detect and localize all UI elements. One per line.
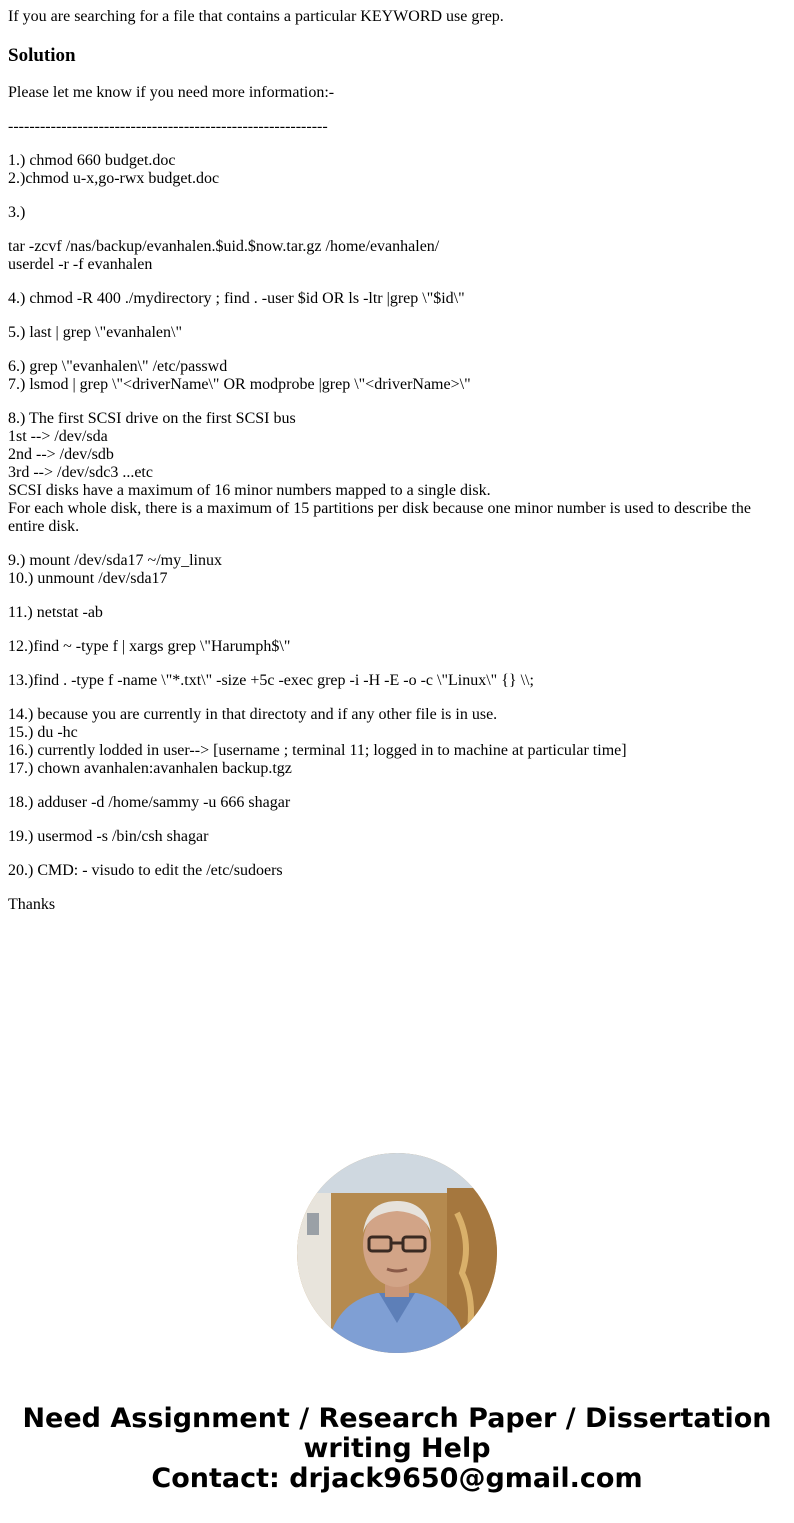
answer-block bbox=[8, 238, 778, 274]
answer-list bbox=[8, 84, 778, 914]
promo-banner bbox=[0, 1404, 794, 1494]
answer-line: tar -zcvf /nas/backup/evanhalen.$uid.$now.tar.gz /home/evanhalen/ bbox=[8, 238, 440, 255]
intro-text: If you are searching for a file that contains a particular KEYWORD use grep. bbox=[8, 8, 504, 25]
solution-heading: Solution bbox=[8, 45, 76, 66]
answer-line: 17.) chown avanhalen:avanhalen backup.tgz bbox=[8, 760, 292, 777]
promo-contact: Contact: drjack9650@gmail.com bbox=[151, 1463, 643, 1494]
answer-block bbox=[8, 638, 778, 656]
answer-line: 20.) CMD: - visudo to edit the /etc/sudoers bbox=[8, 862, 283, 879]
answer-line: 10.) unmount /dev/sda17 bbox=[8, 570, 168, 587]
answer-block bbox=[8, 152, 778, 188]
answer-line: 14.) because you are currently in that directoty and if any other file is in use. bbox=[8, 706, 498, 723]
answer-block bbox=[8, 324, 778, 342]
answer-block bbox=[8, 118, 778, 136]
answer-line: 18.) adduser -d /home/sammy -u 666 shagar bbox=[8, 794, 291, 811]
answer-line: 3.) bbox=[8, 204, 26, 221]
answer-line: 13.)find . -type f -name \"*.txt\" -size +5c -exec grep -i -H -E -o -c \"Linux\" {} \\; bbox=[8, 672, 534, 689]
answer-line: 12.)find ~ -type f | xargs grep \"Harumph$\" bbox=[8, 638, 291, 655]
answer-line: 3rd --> /dev/sdc3 ...etc bbox=[8, 464, 153, 481]
answer-line: 1.) chmod 660 budget.doc bbox=[8, 152, 176, 169]
answer-line: SCSI disks have a maximum of 16 minor numbers mapped to a single disk. bbox=[8, 482, 491, 499]
answer-line: Please let me know if you need more information:- bbox=[8, 84, 335, 101]
answer-line: 7.) lsmod | grep \"<driverName\" OR modprobe |grep \"<driverName>\" bbox=[8, 376, 471, 393]
answer-block bbox=[8, 290, 778, 308]
answer-line: 5.) last | grep \"evanhalen\" bbox=[8, 324, 182, 341]
answer-block bbox=[8, 706, 778, 778]
promo-line-1: Need Assignment / Research Paper / Dissertation bbox=[22, 1403, 772, 1434]
answer-block bbox=[8, 552, 778, 588]
answer-block bbox=[8, 84, 778, 102]
answer-line: 15.) du -hc bbox=[8, 724, 78, 741]
answer-line: 9.) mount /dev/sda17 ~/my_linux bbox=[8, 552, 222, 569]
answer-block bbox=[8, 358, 778, 394]
person-portrait-icon bbox=[297, 1153, 497, 1353]
answer-line: 19.) usermod -s /bin/csh shagar bbox=[8, 828, 209, 845]
promo-line-2: writing Help bbox=[303, 1433, 491, 1464]
author-avatar bbox=[297, 1153, 497, 1353]
answer-block bbox=[8, 204, 778, 222]
answer-block bbox=[8, 410, 778, 536]
answer-line: 2nd --> /dev/sdb bbox=[8, 446, 114, 463]
answer-line: 4.) chmod -R 400 ./mydirectory ; find . -user $id OR ls -ltr |grep \"$id\" bbox=[8, 290, 465, 307]
answer-document bbox=[8, 8, 778, 914]
answer-line: For each whole disk, there is a maximum of 15 partitions per disk because one minor number is used to describe the entire disk. bbox=[8, 500, 755, 535]
answer-line: 11.) netstat -ab bbox=[8, 604, 103, 621]
answer-block bbox=[8, 896, 778, 914]
answer-block bbox=[8, 828, 778, 846]
answer-line: ------------------------------------------------------------ bbox=[8, 118, 328, 135]
answer-line: userdel -r -f evanhalen bbox=[8, 256, 153, 273]
answer-line: 16.) currently lodded in user--> [username ; terminal 11; logged in to machine at particular time] bbox=[8, 742, 627, 759]
answer-line: 8.) The first SCSI drive on the first SCSI bus bbox=[8, 410, 296, 427]
answer-line: 2.)chmod u-x,go-rwx budget.doc bbox=[8, 170, 220, 187]
answer-line: 1st --> /dev/sda bbox=[8, 428, 108, 445]
answer-line: Thanks bbox=[8, 896, 56, 913]
answer-block bbox=[8, 604, 778, 622]
answer-block bbox=[8, 672, 778, 690]
answer-block bbox=[8, 862, 778, 880]
answer-line: 6.) grep \"evanhalen\" /etc/passwd bbox=[8, 358, 228, 375]
answer-block bbox=[8, 794, 778, 812]
